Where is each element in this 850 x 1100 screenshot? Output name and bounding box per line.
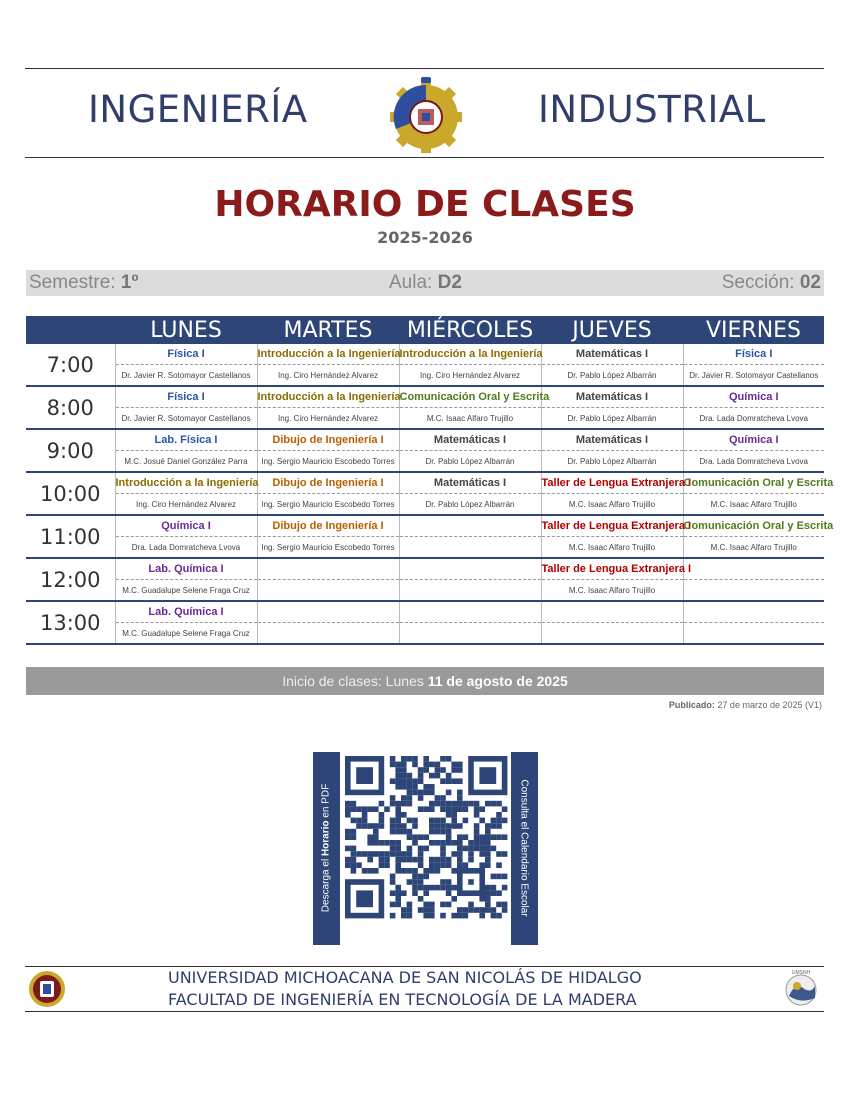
- subject-cell: Lab. Química I: [115, 601, 257, 623]
- gear-stopwatch-logo-icon: [390, 75, 462, 153]
- schedule-row: [26, 601, 824, 623]
- footer-university: UNIVERSIDAD MICHOACANA DE SAN NICOLÁS DE HIDALGO: [168, 968, 642, 987]
- subject-cell: Dibujo de Ingeniería I: [257, 429, 399, 451]
- professor-cell: M.C. Guadalupe Selene Fraga Cruz: [115, 580, 257, 602]
- schedule-row: [26, 344, 824, 365]
- professor-row: [26, 451, 824, 473]
- seccion-label: Sección:: [721, 272, 795, 293]
- qr-left-bold: Horario: [320, 820, 332, 857]
- subject-cell: Química I: [683, 429, 824, 451]
- subject-cell: [541, 601, 683, 623]
- professor-cell: Dr. Pablo López Albarrán: [541, 451, 683, 473]
- semestre-info: [29, 272, 138, 294]
- subject-cell: Introducción a la Ingeniería: [399, 344, 541, 365]
- seccion-value: 02: [799, 272, 821, 293]
- professor-cell: [399, 537, 541, 559]
- subject-cell: Taller de Lengua Extranjera I: [541, 558, 683, 580]
- header-right-word: INDUSTRIAL: [538, 88, 766, 131]
- footer-faculty: FACULTAD DE INGENIERÍA EN TECNOLOGÍA DE LA MADERA: [168, 990, 637, 1009]
- subject-cell: Química I: [683, 386, 824, 408]
- professor-cell: Dr. Javier R. Sotomayor Castellanos: [683, 365, 824, 387]
- day-header-row: [26, 316, 824, 344]
- time-header: [26, 316, 115, 344]
- professor-row: [26, 623, 824, 645]
- professor-cell: [541, 623, 683, 645]
- professor-cell: Dra. Lada Domratcheva Lvova: [115, 537, 257, 559]
- time-slot: 11:00: [26, 515, 115, 558]
- day-header: MIÉRCOLES: [399, 316, 541, 344]
- subject-cell: [399, 601, 541, 623]
- schedule-table: [26, 316, 834, 645]
- aula-value: D2: [437, 272, 462, 293]
- header-left-word: INGENIERÍA: [88, 88, 308, 131]
- footer-top-rule: [25, 966, 824, 967]
- professor-cell: Ing. Ciro Hernández Alvarez: [257, 365, 399, 387]
- subject-cell: [683, 558, 824, 580]
- subject-cell: Lab. Química I: [115, 558, 257, 580]
- time-slot: 9:00: [26, 429, 115, 472]
- subject-cell: [257, 601, 399, 623]
- professor-cell: Dr. Pablo López Albarrán: [399, 451, 541, 473]
- subject-cell: Matemáticas I: [541, 344, 683, 365]
- subject-cell: [399, 515, 541, 537]
- school-year: 2025-2026: [377, 228, 473, 247]
- professor-cell: Ing. Sergio Mauricio Escobedo Torres: [257, 451, 399, 473]
- professor-cell: M.C. Isaac Alfaro Trujillo: [541, 537, 683, 559]
- day-header: MARTES: [257, 316, 399, 344]
- subject-cell: [399, 558, 541, 580]
- professor-cell: M.C. Josué Daniel González Parra: [115, 451, 257, 473]
- start-date: 11 de agosto de 2025: [427, 673, 568, 689]
- umsnh-logo-icon: [781, 968, 821, 1008]
- qr-right-text: Consulta el Calendario Escolar: [518, 779, 530, 917]
- page-title: HORARIO DE CLASES: [214, 184, 636, 225]
- footer-bottom-rule: [25, 1011, 824, 1012]
- time-slot: 13:00: [26, 601, 115, 644]
- professor-cell: Ing. Ciro Hernández Alvarez: [257, 408, 399, 430]
- professor-cell: Ing. Sergio Mauricio Escobedo Torres: [257, 537, 399, 559]
- qr-block[interactable]: [313, 752, 538, 945]
- subject-cell: Comunicación Oral y Escrita: [399, 386, 541, 408]
- subject-cell: Física I: [683, 344, 824, 365]
- umsnh-logo-text: UMSNH: [791, 970, 811, 976]
- header-top-rule: [25, 68, 824, 69]
- professor-cell: M.C. Isaac Alfaro Trujillo: [399, 408, 541, 430]
- subject-cell: Química I: [115, 515, 257, 537]
- professor-cell: M.C. Isaac Alfaro Trujillo: [683, 494, 824, 516]
- qr-left-pre: Descarga el: [320, 856, 332, 913]
- professor-row: [26, 580, 824, 602]
- schedule-row: [26, 472, 824, 494]
- time-slot: 8:00: [26, 386, 115, 429]
- subject-cell: Introducción a la Ingeniería: [115, 472, 257, 494]
- subject-cell: Introducción a la Ingeniería: [257, 344, 399, 365]
- professor-row: [26, 365, 824, 387]
- subject-cell: Matemáticas I: [541, 386, 683, 408]
- day-header: LUNES: [115, 316, 257, 344]
- professor-cell: [399, 623, 541, 645]
- professor-row: [26, 494, 824, 516]
- professor-cell: M.C. Isaac Alfaro Trujillo: [541, 494, 683, 516]
- subject-cell: [257, 558, 399, 580]
- professor-cell: Dra. Lada Domratcheva Lvova: [683, 408, 824, 430]
- professor-cell: Ing. Sergio Mauricio Escobedo Torres: [257, 494, 399, 516]
- subject-cell: Dibujo de Ingeniería I: [257, 472, 399, 494]
- schedule-row: [26, 515, 824, 537]
- professor-cell: Dr. Pablo López Albarrán: [541, 408, 683, 430]
- aula-info: [389, 272, 462, 294]
- subject-cell: Matemáticas I: [399, 472, 541, 494]
- professor-cell: [257, 623, 399, 645]
- time-slot: 10:00: [26, 472, 115, 515]
- subject-cell: Lab. Física I: [115, 429, 257, 451]
- header-bottom-rule: [25, 157, 824, 158]
- subject-cell: Dibujo de Ingeniería I: [257, 515, 399, 537]
- subject-cell: Física I: [115, 386, 257, 408]
- university-seal-icon: [27, 969, 67, 1009]
- professor-cell: M.C. Isaac Alfaro Trujillo: [541, 580, 683, 602]
- professor-cell: Dr. Pablo López Albarrán: [541, 365, 683, 387]
- professor-cell: Dr. Javier R. Sotomayor Castellanos: [115, 365, 257, 387]
- professor-cell: Ing. Ciro Hernández Alvarez: [115, 494, 257, 516]
- professor-row: [26, 408, 824, 430]
- subject-cell: Taller de Lengua Extranjera I: [541, 515, 683, 537]
- professor-cell: [683, 623, 824, 645]
- qr-left-post: en PDF: [320, 783, 332, 821]
- professor-cell: [683, 580, 824, 602]
- schedule-body: [26, 344, 834, 644]
- published-value: 27 de marzo de 2025 (V1): [717, 700, 822, 710]
- professor-cell: M.C. Isaac Alfaro Trujillo: [683, 537, 824, 559]
- start-label: Inicio de clases: Lunes: [282, 673, 424, 689]
- semestre-label: Semestre:: [29, 272, 116, 293]
- day-header: JUEVES: [541, 316, 683, 344]
- subject-cell: Comunicación Oral y Escrita: [683, 515, 824, 537]
- schedule-row: [26, 386, 824, 408]
- subject-cell: Matemáticas I: [541, 429, 683, 451]
- semestre-value: 1º: [120, 272, 139, 293]
- subject-cell: Comunicación Oral y Escrita: [683, 472, 824, 494]
- professor-cell: M.C. Guadalupe Selene Fraga Cruz: [115, 623, 257, 645]
- professor-cell: [399, 580, 541, 602]
- time-slot: 12:00: [26, 558, 115, 601]
- professor-cell: [257, 580, 399, 602]
- qr-right-caption: [511, 752, 538, 945]
- subject-cell: Física I: [115, 344, 257, 365]
- published-label: Publicado:: [668, 700, 715, 710]
- time-slot: 7:00: [26, 344, 115, 386]
- subject-cell: [683, 601, 824, 623]
- schedule-row: [26, 558, 824, 580]
- professor-cell: Dr. Pablo López Albarrán: [399, 494, 541, 516]
- day-header: VIERNES: [683, 316, 824, 344]
- professor-row: [26, 537, 824, 559]
- aula-label: Aula:: [389, 272, 433, 293]
- subject-cell: Introducción a la Ingeniería: [257, 386, 399, 408]
- professor-cell: Dr. Javier R. Sotomayor Castellanos: [115, 408, 257, 430]
- seccion-info: [722, 272, 821, 294]
- qr-left-caption: [313, 752, 340, 945]
- schedule-row: [26, 429, 824, 451]
- qr-code-icon[interactable]: [313, 752, 538, 945]
- published-note: [669, 700, 822, 710]
- professor-cell: Dra. Lada Domratcheva Lvova: [683, 451, 824, 473]
- subject-cell: Taller de Lengua Extranjera I: [541, 472, 683, 494]
- professor-cell: Ing. Ciro Hernández Alvarez: [399, 365, 541, 387]
- subject-cell: Matemáticas I: [399, 429, 541, 451]
- start-of-classes-bar: [26, 667, 824, 695]
